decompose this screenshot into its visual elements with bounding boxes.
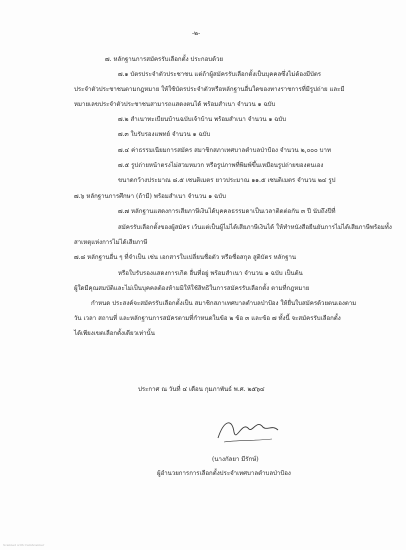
closing-line3: วัน เวลา สถานที่ และหลักฐานการสมัครตามที่กำหนดในข้อ ๒ ข้อ ๓ และข้อ ๗ ทั้งนี้ จะสมัครรับเลือกตั้ง: [74, 315, 341, 322]
item7-5-line2: ขนาดกว้างประมาณ ๘.๕ เซนติเมตร ยาวประมาณ ๑๑.๕ เซนติเมตร จำนวน ๒๔ รูป: [118, 177, 336, 184]
item7-1-line2: ประจำตัวประชาชนตามกฎหมาย ให้ใช้บัตรประจำตัวหรือหลักฐานอื่นใดของทางราชการที่มีรูปถ่าย และมี: [74, 86, 345, 93]
signer-name: (นางกัลยา มีรักษ์): [212, 456, 259, 463]
announce-date: ประกาศ ณ วันที่ ๔ เดือน กุมภาพันธ์ พ.ศ. ๒๕๖๔: [138, 386, 265, 393]
scanner-watermark: Scanned with CamScanner: [3, 543, 45, 547]
item7-2: ๗.๒ สำเนาทะเบียนบ้านฉบับเจ้าบ้าน พร้อมสำเนา จำนวน ๑ ฉบับ: [118, 116, 287, 123]
item7-7-line1: ๗.๗ หลักฐานแสดงการเสียภาษีเงินได้บุคคลธรรมดาเป็นเวลาติดต่อกัน ๓ ปี นับถึงปีที่: [118, 208, 336, 215]
signer-title: ผู้อำนวยการการเลือกตั้งประจำเทศบาลตำบลป่าป้อง: [157, 470, 291, 477]
item7-7-line3: สาเหตุแห่งการไม่ได้เสียภาษี: [74, 239, 148, 246]
item7-4: ๗.๔ ค่าธรรมเนียมการสมัคร สมาชิกสภาเทศบาลตำบลป่าป้อง จำนวน ๒,๐๐๐ บาท: [118, 147, 331, 154]
page-number: -๒-: [192, 30, 201, 37]
closing-line4: ได้เพียงเขตเลือกตั้งเดียวเท่านั้น: [74, 330, 155, 337]
item7-3: ๗.๓ ใบรับรองแพทย์ จำนวน ๑ ฉบับ: [118, 131, 211, 138]
item7-heading: ๗. หลักฐานการสมัครรับเลือกตั้ง ประกอบด้วย: [105, 56, 224, 63]
closing-line2: กำหนด ประสงค์จะสมัครรับเลือกตั้งเป็น สมาชิกสภาเทศบาลตำบลป่าป้อง ให้ยื่นใบสมัครด้วยตนเองตาม: [91, 300, 357, 307]
item7-7-line2: สมัครรับเลือกตั้งของผู้สมัคร เว้นแต่เป็นผู้ไม่ได้เสียภาษีเงินได้ ให้ทำหนังสือยืนยันการไม่ได้เสียภาษีพร้อมทั้ง: [118, 224, 392, 231]
item7-1-line1: ๗.๑ บัตรประจำตัวประชาชน แต่ถ้าผู้สมัครรับเลือกตั้งเป็นบุคคลซึ่งไม่ต้องมีบัตร: [118, 71, 322, 78]
item7-5-line1: ๗.๕ รูปถ่ายหน้าตรงไม่สวมหมวก หรือรูปภาพที่พิมพ์ขึ้นเหมือนรูปถ่ายของตนเอง: [118, 162, 324, 169]
closing-line1: ผู้ใดมีคุณสมบัติและไม่เป็นบุคคลต้องห้ามมิให้ใช้สิทธิในการสมัครรับเลือกตั้ง ตามที่กฎหมาย: [74, 285, 310, 292]
item7-6: ๗.๖ หลักฐานการศึกษา (ถ้ามี) พร้อมสำเนา จำนวน ๑ ฉบับ: [74, 193, 226, 200]
signature: [214, 412, 282, 448]
item7-1-line3: หมายเลขประจำตัวประชาชนสามารถแสดงตนได้ พร้อมสำเนา จำนวน ๑ ฉบับ: [74, 101, 276, 108]
item7-8-line1: ๗.๘ หลักฐานอื่น ๆ ที่จำเป็น เช่น เอกสารใบเปลี่ยนชื่อตัว หรือชื่อสกุล สูติบัตร หลักฐาน: [74, 254, 297, 261]
item7-8-line2: หรือใบรับรองแสดงการเกิด อื่นที่อยู่ พร้อมสำเนา จำนวน ๑ ฉบับ เป็นต้น: [118, 270, 303, 277]
